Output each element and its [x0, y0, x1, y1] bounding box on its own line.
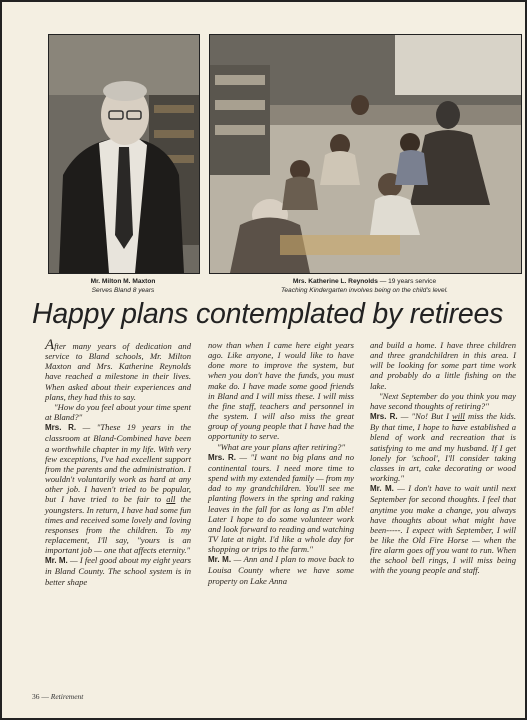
answer-maxton-2-continued: and build a home. I have three children and three grandchildren in this area. I will be looking for some part time work and probably do a little fishing on the lake. — [370, 340, 516, 391]
classroom-illustration — [210, 35, 521, 273]
answer-text: — "I want no big plans and no continental tours. I need more time to spend with my extended family — from my dad to my grandchildren. You'll see me planting flowers in the spring and raking leaves in the fall for as long as I'm able! Later I hope to do some volunteer work and look forward to reading and watching TV late at night. I'd like a whole day for shopping or trips to the farm." — [208, 451, 354, 555]
answer-text: — "No! But I — [397, 411, 453, 422]
speaker-label: Mrs. R. — [208, 452, 236, 462]
intro-paragraph — [45, 337, 191, 402]
page-number: 36 — [32, 692, 40, 701]
article-headline: Happy plans contemplated by retirees — [32, 298, 504, 330]
page-footer — [32, 692, 83, 701]
answer-text: — I don't have to wait until next September for second thoughts. I feel that anytime you make a change, you always have thoughts about what might have been-----. I expect with September, I will be like the Old Fire Horse — when the fire alarm goes off you want to run. When the school bell rings, I will miss being with the young people and staff. — [370, 483, 517, 576]
answer-text: — I feel good about my eight years in Bland County. The school system is in better shape — [45, 555, 191, 587]
answer-maxton-1-continued: now than when I came here eight years ago. Like anyone, I would like to have done more to improve the system, but when you don't have the funds, you must make do. I have made some good friends in Bland and I will miss these. I will miss the fine staff, teachers and personnel in the system. I will also miss the great group of young people that I have had the opportunity to serve. — [208, 340, 354, 442]
photo-caption-maxton — [48, 278, 198, 295]
question-2: "What are your plans after retiring?" — [217, 441, 346, 452]
question-1: "How do you feel about your time spent at Bland?" — [45, 401, 191, 423]
speaker-label: Mr. M. — [45, 556, 68, 566]
answer-maxton-2 — [208, 554, 354, 585]
article-column-1 — [45, 337, 191, 587]
speaker-label: Mrs. R. — [370, 412, 398, 422]
caption-name: Mr. Milton M. Maxton — [90, 278, 156, 285]
answer-reynolds-3 — [370, 411, 516, 483]
article-column-3 — [370, 340, 516, 576]
intro-text: fter many years of dedication and service to Bland schools, Mr. Milton Maxton and Mrs. Katherine Reynolds have reached a milestone in their lives. When asked about their experiences and plans, they had this to say. — [45, 341, 191, 402]
caption-subtitle: Serves Bland 8 years — [91, 286, 155, 294]
drop-cap: A — [45, 337, 55, 353]
speaker-label: Mrs. R. — [45, 423, 77, 433]
caption-name: Mrs. Katherine L. Reynolds — [292, 278, 378, 285]
photo-katherine-reynolds-classroom — [209, 34, 522, 274]
answer-reynolds-2 — [208, 452, 354, 555]
footer-separator: — — [39, 692, 51, 701]
answer-maxton-1 — [45, 555, 191, 586]
answer-text: — Ann and I plan to move back to Louisa County where we have some property on Lake Anna — [208, 554, 354, 586]
speaker-label: Mr. M. — [370, 484, 394, 494]
answer-maxton-3 — [370, 483, 516, 575]
answer-text: — "These 19 years in the classroom at Bland-Combined have been a worthwhile chapter in my life. With very few exceptions, I've had excellent support from the parents and the administration. I wouldn't voluntarily work as hard at any other job. I haven't tried to be popular, but I have tried to be fair to — [45, 422, 191, 505]
answer-reynolds-1 — [45, 422, 191, 555]
caption-name-suffix: — 19 years service — [377, 278, 437, 285]
question-3: "Next September do you think you may have second thoughts of retiring?" — [370, 390, 516, 411]
answer-emphasis: will — [452, 411, 465, 422]
caption-subtitle: Teaching Kindergarten involves being on the child's level. — [280, 286, 449, 294]
photo-caption-reynolds — [209, 278, 520, 295]
photo-milton-maxton — [48, 34, 200, 274]
answer-text: miss the kids. By that time, I hope to have established a blend of work and recreation that is satisfying to me and my husband. If I get lonely for 'school', I'll consider taking classes in art, cake decorating or wood working." — [370, 411, 517, 484]
article-column-2 — [208, 340, 354, 586]
portrait-illustration — [49, 35, 199, 273]
answer-text: the youngsters. In return, I have had some fun times and received some lovely and loving responses from the children. To my replacement, I'll say, "yours is an important job — one that affects eternity." — [45, 494, 191, 556]
speaker-label: Mr. M. — [208, 555, 232, 565]
answer-emphasis: all — [166, 494, 176, 505]
section-name: Retirement — [50, 692, 84, 701]
